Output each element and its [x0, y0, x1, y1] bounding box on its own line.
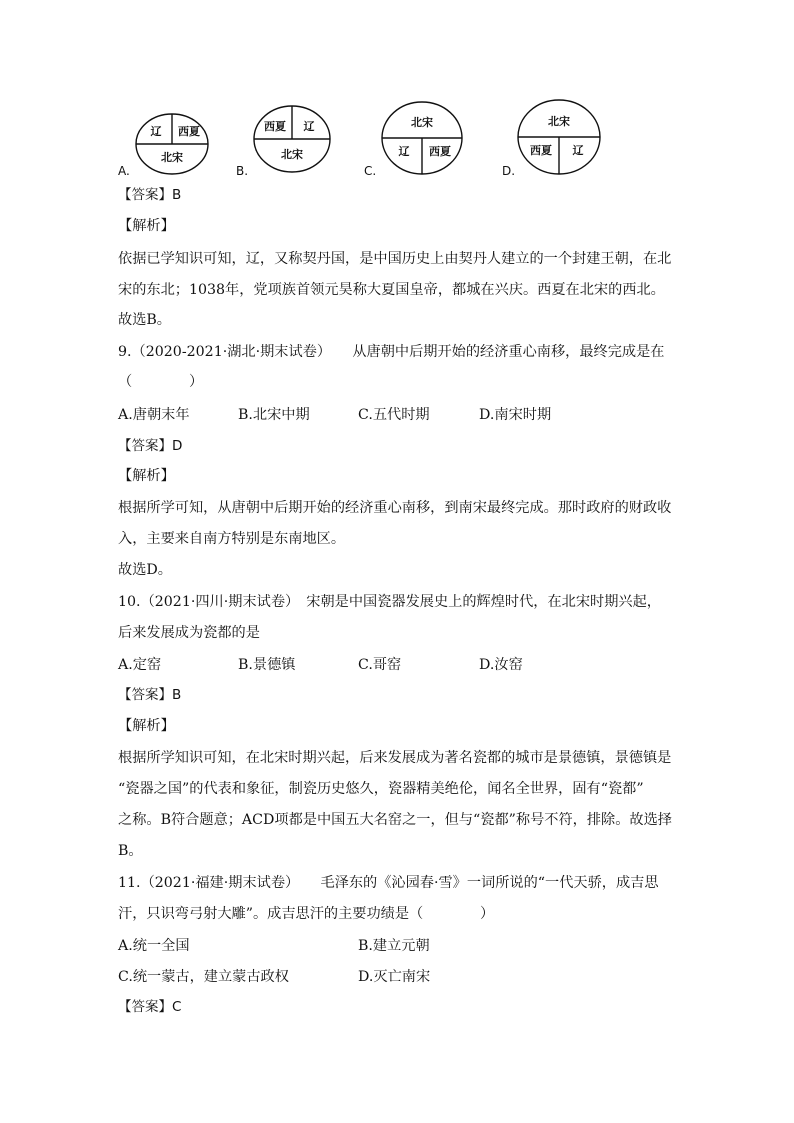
figure-option-d	[502, 98, 612, 180]
option-b: B.建立元朝	[358, 938, 430, 954]
option-d: D.灭亡南宋	[358, 969, 431, 985]
option-c: C.哥窑	[358, 657, 402, 673]
region-label-right: 西夏	[429, 145, 451, 158]
region-label-top: 北宋	[411, 116, 433, 129]
figure-letter: B.	[236, 164, 249, 178]
question-stem: 11.（2021·福建·期末试卷） 毛泽东的《沁园春·雪》一词所说的“一代天骄，成吉思	[118, 875, 659, 891]
analysis-label: 【解析】	[118, 468, 175, 484]
option-c: C.统一蒙古，建立蒙古政权	[118, 969, 289, 985]
analysis-text: 依据已学知识可知，辽，又称契丹国，是中国历史上由契丹人建立的一个封建王朝，在北	[118, 251, 672, 267]
answer-label: 【答案】B	[118, 187, 182, 203]
analysis-text: 之称。B符合题意；ACD项都是中国五大名窑之一，但与“瓷都”称号不符，排除。故选择	[118, 812, 672, 828]
region-label-right: 辽	[572, 144, 584, 157]
conclusion-text: 故选B。	[118, 312, 171, 328]
figure-option-b	[236, 98, 346, 180]
question-stem: （ ）	[118, 374, 204, 390]
analysis-text: B。	[118, 843, 143, 859]
region-label-top: 北宋	[548, 115, 570, 128]
option-d: D.南宋时期	[479, 407, 552, 423]
question-stem: 10.（2021·四川·期末试卷） 宋朝是中国瓷器发展史上的辉煌时代，在北宋时期兴起，	[118, 594, 661, 610]
question-stem: 9.（2020-2021·湖北·期末试卷） 从唐朝中后期开始的经济重心南移，最终完成是在	[118, 344, 665, 360]
figure-letter: C.	[364, 164, 377, 178]
option-a: A.统一全国	[118, 938, 190, 954]
analysis-label: 【解析】	[118, 218, 175, 234]
figure-letter: A.	[118, 164, 130, 178]
conclusion-text: 故选D。	[118, 562, 172, 578]
region-circle-diagram	[516, 98, 602, 176]
region-circle-diagram	[252, 104, 332, 174]
region-label-left: 辽	[398, 145, 410, 158]
option-a: A.唐朝末年	[118, 407, 190, 423]
region-label-right: 西夏	[178, 125, 200, 138]
region-label-bottom: 北宋	[281, 148, 303, 161]
question-stem: 后来发展成为瓷都的是	[118, 625, 260, 641]
question-stem: 汗，只识弯弓射大雕”。成吉思汗的主要功绩是（ ）	[118, 906, 495, 922]
region-label-bottom: 北宋	[161, 151, 183, 164]
answer-label: 【答案】B	[118, 687, 182, 703]
region-circle-diagram	[380, 100, 464, 176]
region-circle-diagram	[134, 112, 210, 176]
option-a: A.定窑	[118, 657, 162, 673]
region-label-left: 西夏	[530, 144, 552, 157]
figure-letter: D.	[502, 164, 516, 178]
figure-option-c	[364, 98, 474, 180]
region-label-left: 西夏	[264, 120, 286, 133]
figure-option-a	[118, 98, 218, 180]
analysis-text: 根据所学知识可知，在北宋时期兴起，后来发展成为著名瓷都的城市是景德镇，景德镇是	[118, 750, 672, 766]
option-b: B.景德镇	[238, 657, 296, 673]
analysis-text: 入，主要来自南方特别是东南地区。	[118, 531, 346, 547]
answer-label: 【答案】D	[118, 438, 183, 454]
region-label-left: 辽	[150, 125, 162, 138]
analysis-text: “瓷器之国”的代表和象征，制瓷历史悠久，瓷器精美绝伦，闻名全世界，固有“瓷都”	[118, 781, 644, 797]
option-c: C.五代时期	[358, 407, 430, 423]
analysis-text: 根据所学可知，从唐朝中后期开始的经济重心南移，到南宋最终完成。那时政府的财政收	[118, 500, 672, 516]
answer-label: 【答案】C	[118, 999, 182, 1015]
analysis-text: 宋的东北；1038年，党项族首领元昊称大夏国皇帝，都城在兴庆。西夏在北宋的西北。	[118, 282, 665, 298]
region-label-right: 辽	[303, 120, 315, 133]
option-b: B.北宋中期	[238, 407, 310, 423]
option-d: D.汝窑	[479, 657, 523, 673]
analysis-label: 【解析】	[118, 718, 175, 734]
